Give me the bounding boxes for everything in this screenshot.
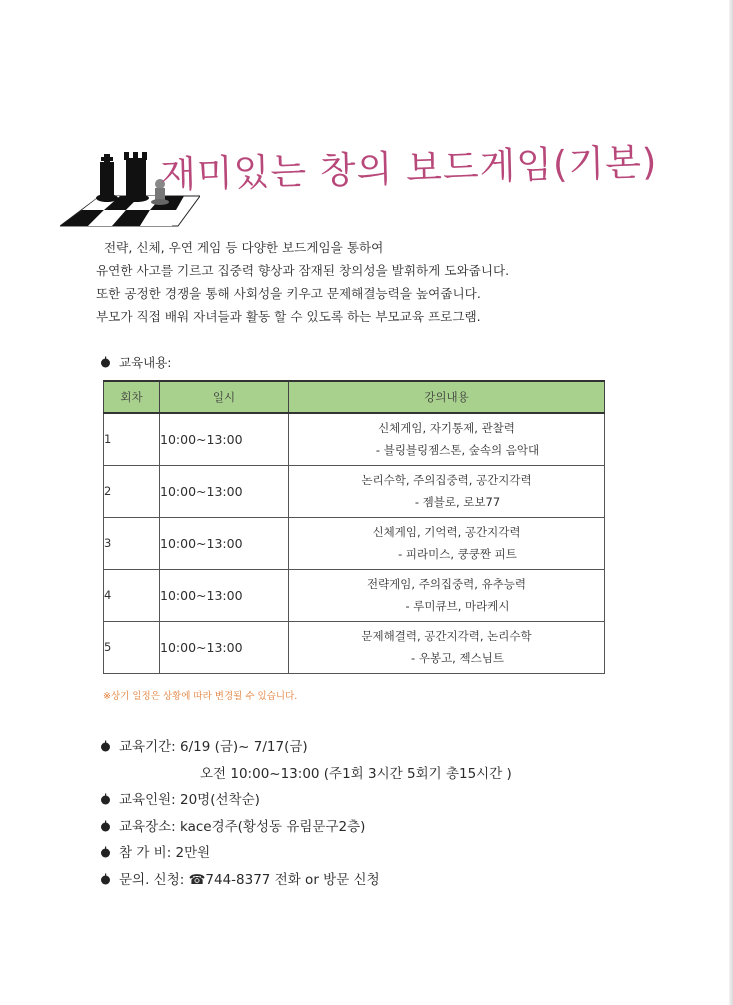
apple-bullet-icon (100, 873, 111, 885)
session-time: 10:00~13:00 (160, 569, 289, 621)
session-content (289, 413, 605, 465)
content-line1: 전략게임, 주의집중력, 유추능력 (366, 577, 527, 591)
session-time: 10:00~13:00 (160, 413, 289, 465)
info-venue (100, 814, 620, 841)
session-number: 4 (104, 569, 160, 621)
session-content (289, 465, 605, 517)
intro-line: 또한 공정한 경쟁을 통해 사회성을 키우고 문제해결능력을 높여줍니다. (96, 286, 481, 301)
apple-bullet-icon (100, 820, 111, 832)
content-line1: 신체게임, 기억력, 공간지각력 (372, 525, 521, 539)
info-contact (100, 867, 620, 894)
content-line2: - 피라미스, 쿵쿵짠 피트 (398, 547, 517, 561)
header (60, 128, 658, 228)
schedule-note: ※상기 일정은 상황에 따라 변경될 수 있습니다. (103, 691, 298, 702)
session-time: 10:00~13:00 (160, 517, 289, 569)
section-label-text: 교육내용: (119, 355, 172, 370)
table-row (104, 517, 605, 569)
table-header-row (104, 381, 605, 413)
header-time: 일시 (160, 381, 289, 413)
intro-text (96, 236, 616, 328)
schedule-table (103, 380, 605, 674)
content-line1: 문제해결력, 공간지각력, 논리수학 (361, 629, 532, 643)
session-content (289, 517, 605, 569)
header-session: 회차 (104, 381, 160, 413)
intro-line: 유연한 사고를 기르고 집중력 향상과 잠재된 창의성을 발휘하게 도와줍니다. (96, 263, 510, 278)
info-fee-text: 참 가 비: 2만원 (119, 845, 211, 861)
page-title: 재미있는 창의 보드게임(기본) (159, 140, 658, 197)
info-period (100, 734, 620, 761)
content-line1: 신체게임, 자기통제, 관찰력 (378, 421, 515, 436)
intro-line: 전략, 신체, 우연 게임 등 다양한 보드게임을 통하여 (104, 240, 384, 255)
session-number: 1 (104, 413, 160, 465)
info-capacity (100, 787, 620, 814)
info-list (100, 734, 620, 893)
table-row (104, 413, 605, 465)
scan-edge (729, 0, 733, 1005)
content-line1: 논리수학, 주의집중력, 공간지각력 (361, 473, 532, 487)
intro-line: 부모가 직접 배워 자녀들과 활동 할 수 있도록 하는 부모교육 프로그램. (96, 309, 481, 324)
header-content: 강의내용 (289, 381, 605, 413)
content-line2: - 우봉고, 젝스님트 (411, 651, 504, 665)
apple-bullet-icon (100, 356, 111, 368)
table-row (104, 569, 605, 621)
info-venue-text: 교육장소: kace경주(황성동 유림문구2층) (119, 818, 366, 835)
session-number: 3 (104, 517, 160, 569)
info-capacity-text: 교육인원: 20명(선착순) (119, 792, 260, 808)
info-contact-text: 문의. 신청: ☎744-8377 전화 or 방문 신청 (119, 871, 380, 888)
content-line2: - 젬블로, 로보77 (414, 495, 501, 509)
table-row (104, 621, 605, 673)
info-period-detail: 오전 10:00~13:00 (주1회 3시간 5회기 총15시간 ) (200, 765, 512, 782)
session-content (289, 569, 605, 621)
apple-bullet-icon (100, 846, 111, 858)
content-line2: - 블링블링젬스톤, 숲속의 음악대 (375, 443, 540, 458)
apple-bullet-icon (100, 793, 111, 805)
section-label (100, 353, 172, 371)
session-content (289, 621, 605, 673)
session-number: 2 (104, 465, 160, 517)
session-time: 10:00~13:00 (160, 465, 289, 517)
table-row (104, 465, 605, 517)
content-line2: - 루미큐브, 마라케시 (405, 599, 510, 613)
info-fee (100, 840, 620, 867)
session-time: 10:00~13:00 (160, 621, 289, 673)
info-period-text: 교육기간: 6/19 (금)~ 7/17(금) (119, 739, 308, 755)
apple-bullet-icon (100, 740, 111, 752)
session-number: 5 (104, 621, 160, 673)
